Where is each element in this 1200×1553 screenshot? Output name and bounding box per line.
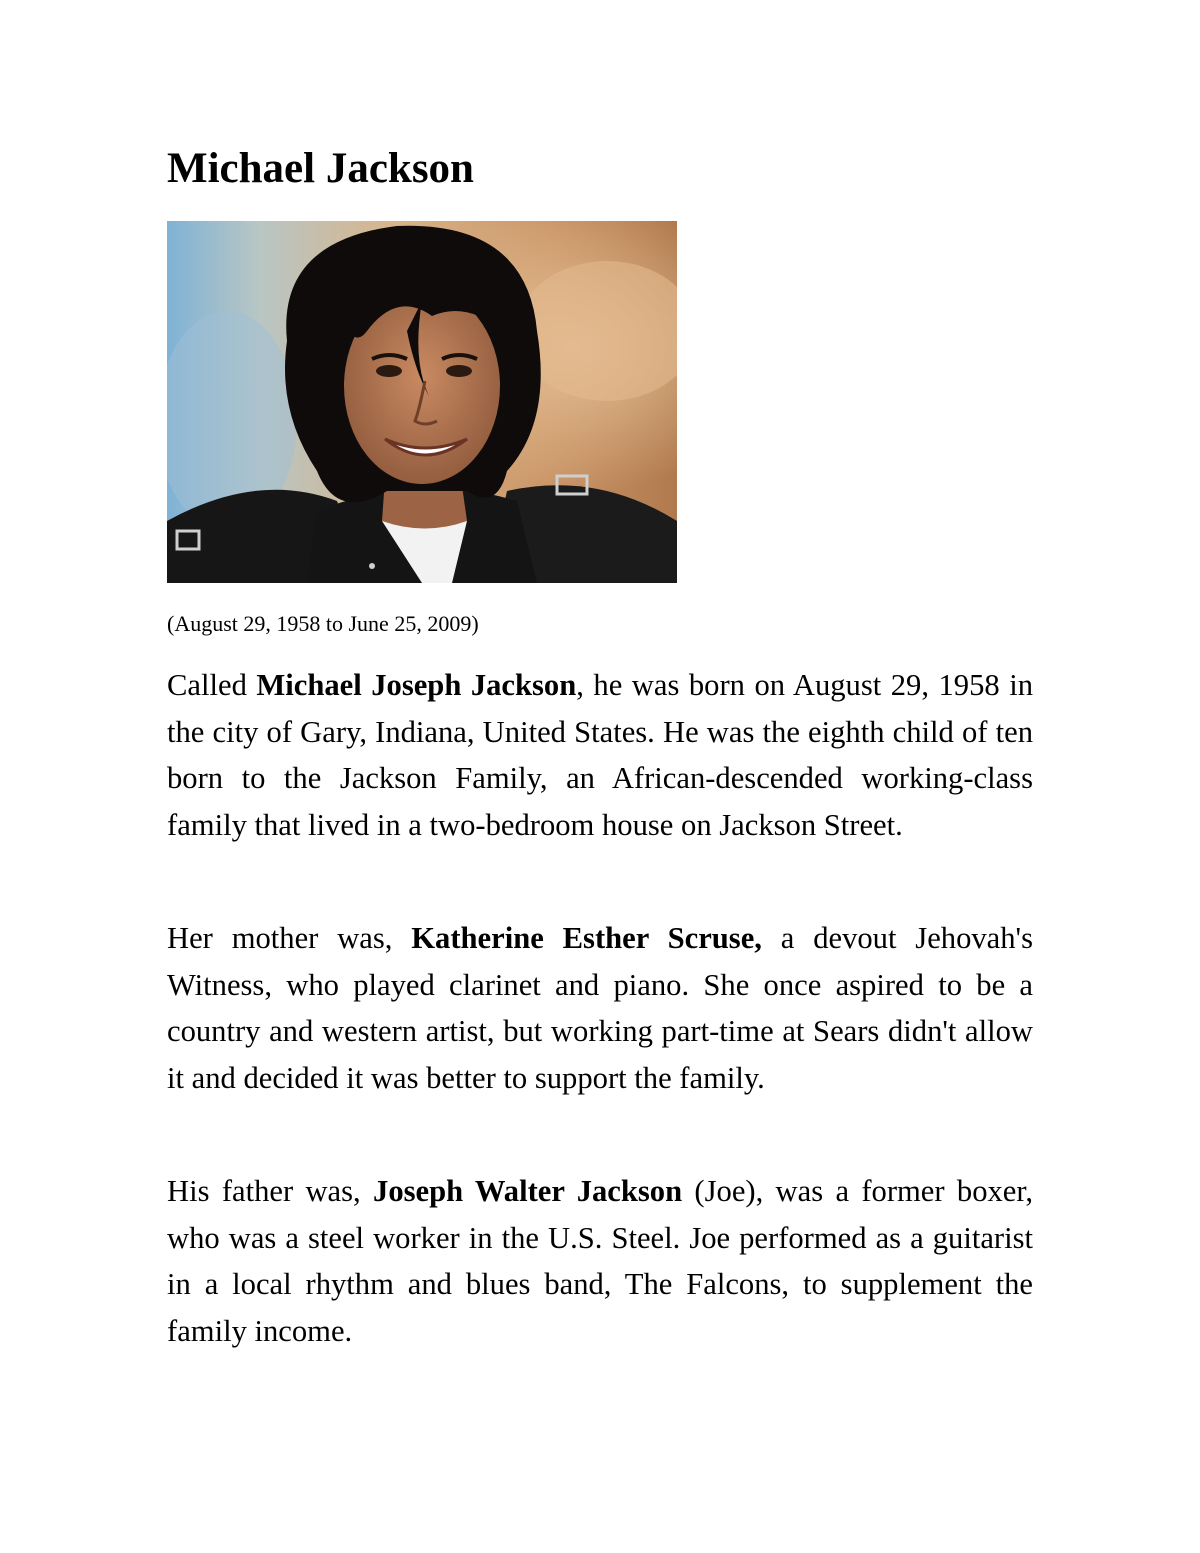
paragraph-text: Called [167,668,257,702]
paragraph-birth [167,662,1033,848]
portrait-illustration [167,221,677,583]
bold-name: Joseph Walter Jackson [373,1174,683,1208]
paragraph-text: His father was, [167,1174,374,1208]
paragraph-text: Her mother was, [167,921,412,955]
life-dates-caption: (August 29, 1958 to June 25, 2009) [167,611,479,636]
bold-name: Katherine Esther Scruse, [411,921,762,955]
paragraph-text: a devout Jehovah's Witness, who played clarinet and piano. She once aspired to be a country and western artist, but working part-time at Sears didn't allow it and decided it was better to support the family. [167,921,1033,1095]
paragraph-text: (Joe), was a former boxer, who was a steel worker in the U.S. Steel. Joe performed as a guitarist in a local rhythm and blues band, The Falcons, to supplement the family income. [167,1174,1033,1348]
paragraph-text: , he was born on August 29, 1958 in the city of Gary, Indiana, United States. He was the eighth child of ten born to the Jackson Family, an African-descended working-class family that lived in a two-bedroom house on Jackson Street. [167,668,1033,842]
paragraph-mother [167,915,1033,1101]
bold-name: Michael Joseph Jackson [256,668,577,702]
page-title: Michael Jackson [167,145,474,192]
paragraph-father [167,1168,1033,1354]
portrait-photo [167,221,677,583]
